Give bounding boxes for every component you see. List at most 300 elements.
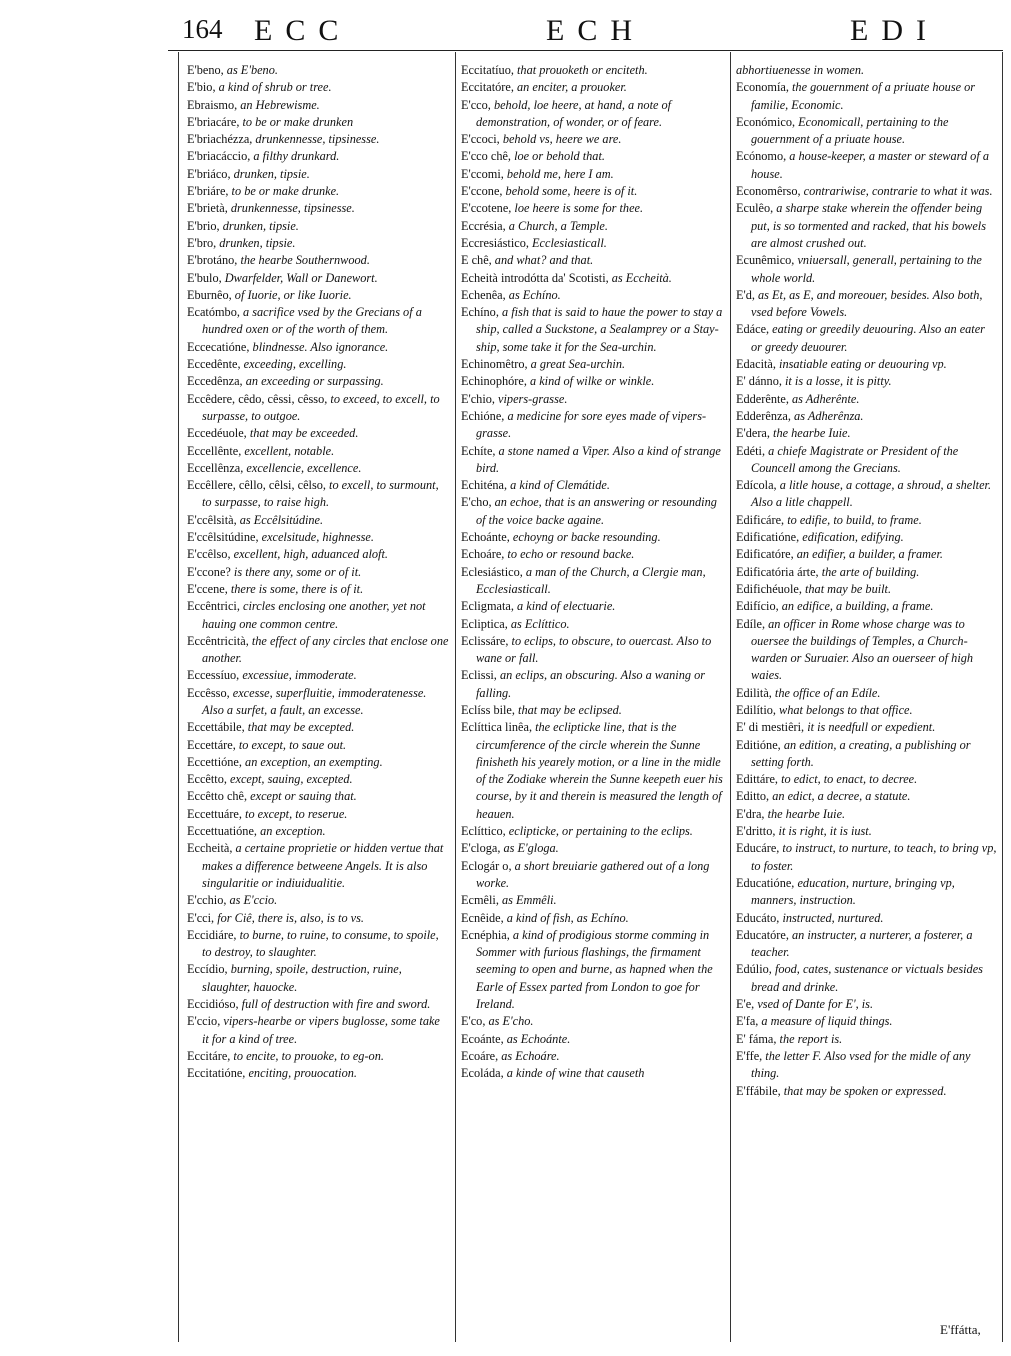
entry-definition: a kinde of wine that causeth bbox=[503, 1066, 645, 1081]
dictionary-entry bbox=[187, 685, 449, 720]
entry-definition: the office of an Edíle. bbox=[771, 685, 881, 700]
dictionary-entry bbox=[187, 62, 449, 79]
entry-headword: Eccêntrici, bbox=[187, 599, 240, 614]
entry-headword: Echíno, bbox=[461, 305, 499, 320]
entry-headword: E'ccomi, bbox=[461, 166, 504, 181]
entry-headword: Echeità introdótta da' Scotisti, bbox=[461, 270, 609, 285]
entry-headword: E'ccio, bbox=[187, 1014, 221, 1029]
entry-headword: Educatóre, bbox=[736, 927, 789, 942]
entry-headword: E'cco, bbox=[461, 97, 491, 112]
entry-definition: full of destruction with fire and sword. bbox=[238, 997, 431, 1012]
entry-headword: E'cci, bbox=[187, 910, 215, 925]
dictionary-entry bbox=[187, 166, 449, 183]
dictionary-entry bbox=[461, 443, 723, 478]
catchword: E'ffátta, bbox=[940, 1322, 981, 1337]
dictionary-entry bbox=[461, 529, 723, 546]
dictionary-entry bbox=[461, 235, 723, 252]
entry-headword: Eccresiástico, bbox=[461, 235, 529, 250]
dictionary-entry bbox=[187, 114, 449, 131]
entry-definition: a sharpe stake wherein the offender being put, is so tormented and racked, that his bowels are almost crushed out. bbox=[751, 201, 986, 250]
entry-definition: food, cates, sustenance or victuals besides bread and drinke. bbox=[751, 962, 983, 994]
entry-definition: circles enclosing one another, yet not hauing one common centre. bbox=[202, 599, 426, 631]
entry-headword: E'co, bbox=[461, 1014, 486, 1029]
entry-definition: an instructer, a nurterer, a fosterer, a teacher. bbox=[751, 927, 973, 960]
entry-definition: a Church, a Temple. bbox=[505, 218, 608, 233]
dictionary-entry bbox=[187, 477, 449, 512]
entry-headword: Eccellênza, bbox=[187, 460, 244, 475]
entry-headword: Edacità, bbox=[736, 357, 776, 372]
dictionary-entry bbox=[461, 927, 723, 1013]
dictionary-entry bbox=[187, 1065, 449, 1082]
dictionary-entry bbox=[736, 581, 998, 598]
entry-definition: a stone named a Viper. Also a kind of strange bird. bbox=[476, 443, 721, 475]
entry-headword: Ecmêli, bbox=[461, 893, 499, 908]
entry-definition: a great Sea-urchin. bbox=[527, 357, 626, 372]
guide-word-center: ECH bbox=[546, 14, 645, 47]
entry-definition: as Et, as E, and moreouer, besides. Also both, vsed before Vowels. bbox=[751, 287, 983, 320]
entry-headword: Ecunêmico, bbox=[736, 253, 795, 268]
entry-headword: Eccettáre, bbox=[187, 737, 236, 752]
entry-definition: a medicine for sore eyes made of vipers-grasse. bbox=[476, 408, 707, 441]
entry-definition: to be or make drunke. bbox=[228, 184, 340, 199]
entry-headword: Eccêsso, bbox=[187, 685, 230, 700]
column-rule bbox=[178, 52, 179, 1342]
dictionary-entry bbox=[461, 477, 723, 494]
dictionary-entry bbox=[736, 200, 998, 252]
dictionary-entry bbox=[461, 62, 723, 79]
entry-headword: Eccitáre, bbox=[187, 1048, 231, 1063]
entry-definition: there is some, there is of it. bbox=[227, 581, 364, 596]
entry-definition: a short breuiarie gathered out of a long worke. bbox=[476, 858, 710, 890]
entry-definition: of Iuorie, or like Iuorie. bbox=[231, 287, 352, 302]
dictionary-entry bbox=[736, 79, 998, 114]
entry-headword: Edificatória árte, bbox=[736, 564, 819, 579]
entry-definition: as E'gloga. bbox=[500, 841, 559, 856]
entry-definition: an edifier, a builder, a framer. bbox=[793, 547, 943, 562]
entry-definition: excellent, notable. bbox=[241, 443, 335, 458]
dictionary-entry bbox=[187, 598, 449, 633]
dictionary-entry bbox=[736, 771, 998, 788]
dictionary-entry bbox=[736, 685, 998, 702]
entry-definition: a house-keeper, a master or steward of a house. bbox=[751, 149, 989, 181]
entry-definition: behold, loe heere, at hand, a note of demonstration, of wonder, or of feare. bbox=[476, 97, 672, 129]
entry-definition: vniuersall, generall, pertaining to the whole world. bbox=[751, 253, 982, 285]
dictionary-entry bbox=[461, 356, 723, 373]
entry-definition: as Eclíttico. bbox=[507, 616, 570, 631]
entry-definition: except or sauing that. bbox=[247, 789, 357, 804]
dictionary-entry bbox=[187, 97, 449, 114]
dictionary-entry bbox=[736, 529, 998, 546]
entry-definition: to edifie, to build, to frame. bbox=[784, 512, 922, 527]
entry-definition: as Echoánte. bbox=[503, 1031, 571, 1046]
entry-definition: an edict, a decree, a statute. bbox=[769, 789, 911, 804]
entry-definition: an edifice, a building, a frame. bbox=[778, 599, 934, 614]
entry-headword: Eclíss bile, bbox=[461, 702, 515, 717]
entry-headword: Eccidiáre, bbox=[187, 927, 237, 942]
page-number: 164 bbox=[182, 14, 223, 44]
entry-headword: Económico, bbox=[736, 114, 796, 129]
dictionary-entry bbox=[461, 719, 723, 823]
entry-definition: that may be excepted. bbox=[244, 720, 355, 735]
entry-definition: as Adherênte. bbox=[788, 391, 860, 406]
entry-headword: Eccettábile, bbox=[187, 720, 245, 735]
entry-headword: Editióne, bbox=[736, 737, 781, 752]
dictionary-entry bbox=[187, 667, 449, 684]
dictionary-entry bbox=[187, 806, 449, 823]
entry-headword: E'ccotene, bbox=[461, 201, 512, 216]
entry-headword: E'brotáno, bbox=[187, 253, 238, 268]
dictionary-entry bbox=[736, 546, 998, 563]
entry-definition: an Hebrewisme. bbox=[237, 97, 320, 112]
dictionary-entry bbox=[187, 823, 449, 840]
entry-definition: excesse, superfluitie, immoderatenesse. Also a surfet, a fault, an excesse. bbox=[202, 685, 427, 717]
entry-definition: enciting, prouocation. bbox=[245, 1066, 357, 1081]
entry-headword: Echióne, bbox=[461, 408, 505, 423]
entry-definition: as E'cho. bbox=[485, 1014, 534, 1029]
header-rule bbox=[168, 50, 1003, 51]
entry-headword: Eccêntricità, bbox=[187, 633, 249, 648]
entry-definition: a chiefe Magistrate or President of the Councell among the Grecians. bbox=[751, 443, 959, 475]
entry-headword: Echenêa, bbox=[461, 287, 506, 302]
dictionary-entry bbox=[187, 1048, 449, 1065]
entry-definition: to be or make drunken bbox=[239, 114, 354, 129]
entry-definition: behold vs, heere we are. bbox=[499, 132, 622, 147]
entry-headword: Educáto, bbox=[736, 910, 780, 925]
entry-definition: an enciter, a prouoker. bbox=[513, 80, 627, 95]
entry-definition: the report is. bbox=[776, 1031, 843, 1046]
dictionary-entry bbox=[736, 512, 998, 529]
dictionary-entry bbox=[736, 598, 998, 615]
entry-definition: a litle house, a cottage, a shroud, a shelter. Also a litle chappell. bbox=[751, 478, 992, 510]
entry-headword: E'chio, bbox=[461, 391, 495, 406]
dictionary-entry bbox=[461, 408, 723, 443]
entry-definition: the letter F. Also vsed for the midle of any thing. bbox=[751, 1048, 971, 1081]
entry-definition: behold me, here I am. bbox=[503, 166, 614, 181]
entry-headword: E'cho, bbox=[461, 495, 492, 510]
entry-headword: E'ccene, bbox=[187, 581, 228, 596]
entry-headword: E'dritto, bbox=[736, 824, 776, 839]
dictionary-entry bbox=[461, 79, 723, 96]
entry-definition: behold some, heere is of it. bbox=[502, 184, 638, 199]
entry-definition: excessiue, immoderate. bbox=[239, 668, 357, 683]
entry-definition: to excell, to surmount, to surpasse, to raise high. bbox=[202, 478, 439, 510]
entry-headword: E'briacáre, bbox=[187, 114, 240, 129]
dictionary-entry bbox=[461, 564, 723, 599]
dictionary-entry bbox=[736, 252, 998, 287]
entry-headword: Eccedênte, bbox=[187, 357, 241, 372]
dictionary-entry bbox=[461, 131, 723, 148]
dictionary-entry bbox=[187, 529, 449, 546]
dictionary-entry bbox=[461, 218, 723, 235]
dictionary-entry bbox=[461, 287, 723, 304]
dictionary-entry bbox=[461, 270, 723, 287]
entry-headword: Ecnêide, bbox=[461, 910, 504, 925]
dictionary-entry bbox=[736, 62, 998, 79]
entry-headword: Ecnéphia, bbox=[461, 927, 510, 942]
dictionary-entry bbox=[187, 460, 449, 477]
dictionary-entry bbox=[187, 391, 449, 426]
entry-definition: to edict, to enact, to decree. bbox=[778, 772, 918, 787]
entry-definition: the gouernment of a priuate house or familie, Economic. bbox=[751, 80, 976, 112]
entry-headword: Edíle, bbox=[736, 616, 766, 631]
entry-headword: Eccêllere, cêllo, cêlsi, cêlso, bbox=[187, 478, 326, 493]
dictionary-entry bbox=[461, 823, 723, 840]
entry-definition: exceeding, excelling. bbox=[240, 357, 347, 372]
entry-definition: an echoe, that is an answering or resounding of the voice backe againe. bbox=[476, 495, 717, 527]
entry-headword: Editto, bbox=[736, 789, 770, 804]
dictionary-entry bbox=[736, 1083, 998, 1100]
entry-headword: Educatióne, bbox=[736, 875, 795, 890]
dictionary-entry bbox=[187, 148, 449, 165]
dictionary-entry bbox=[461, 667, 723, 702]
entry-headword: Edificatóre, bbox=[736, 547, 794, 562]
dictionary-entry bbox=[736, 823, 998, 840]
dictionary-entry bbox=[461, 598, 723, 615]
entry-column-3 bbox=[736, 62, 998, 1100]
entry-definition: Ecclesiasticall. bbox=[528, 235, 607, 250]
entry-headword: Eccêdere, cêdo, cêssi, cêsso, bbox=[187, 391, 328, 406]
entry-definition: eating or greedily deuouring. Also an eater or greedy deuourer. bbox=[751, 322, 985, 354]
dictionary-entry bbox=[736, 477, 998, 512]
entry-definition: instructed, nurtured. bbox=[779, 910, 884, 925]
entry-headword: Edéti, bbox=[736, 443, 766, 458]
entry-definition: as Echíno. bbox=[505, 287, 561, 302]
dictionary-entry bbox=[736, 910, 998, 927]
dictionary-entry bbox=[461, 633, 723, 668]
entry-headword: Ecatómbo, bbox=[187, 305, 240, 320]
entry-definition: vipers-hearbe or vipers buglosse, some take it for a kind of tree. bbox=[202, 1014, 440, 1046]
entry-definition: the arte of building. bbox=[818, 564, 920, 579]
dictionary-entry bbox=[187, 235, 449, 252]
guide-word-right: EDI bbox=[850, 14, 939, 47]
entry-definition: as E'ccio. bbox=[226, 893, 278, 908]
entry-definition: drunken, tipsie. bbox=[216, 235, 296, 250]
entry-headword: Eburnêo, bbox=[187, 287, 232, 302]
entry-definition: as Echoáre. bbox=[498, 1048, 560, 1063]
entry-headword: Eccedênza, bbox=[187, 374, 243, 389]
entry-definition: for Ciê, there is, also, is to vs. bbox=[214, 910, 364, 925]
dictionary-entry bbox=[461, 616, 723, 633]
dictionary-entry bbox=[187, 373, 449, 390]
entry-definition: burning, spoile, destruction, ruine, slaughter, hauocke. bbox=[202, 962, 402, 994]
entry-definition: to exceed, to excell, to surpasse, to outgoe. bbox=[202, 391, 440, 423]
entry-definition: and what? and that. bbox=[491, 253, 594, 268]
dictionary-entry bbox=[187, 356, 449, 373]
entry-definition: it is needfull or expedient. bbox=[804, 720, 936, 735]
entry-headword: Eccettióne, bbox=[187, 754, 242, 769]
entry-definition: a kind of wilke or winkle. bbox=[526, 374, 655, 389]
entry-column-2 bbox=[461, 62, 723, 1083]
dictionary-entry bbox=[736, 840, 998, 875]
dictionary-entry bbox=[736, 443, 998, 478]
dictionary-entry bbox=[187, 996, 449, 1013]
dictionary-entry bbox=[736, 148, 998, 183]
entry-definition: vipers-grasse. bbox=[494, 391, 568, 406]
entry-headword: E'briáco, bbox=[187, 166, 231, 181]
entry-headword: Echinomêtro, bbox=[461, 357, 528, 372]
entry-definition: insatiable eating or deuouring vp. bbox=[775, 357, 947, 372]
entry-headword: Educáre, bbox=[736, 841, 780, 856]
entry-definition: drunken, tipsie. bbox=[219, 218, 299, 233]
entry-definition: as E'beno. bbox=[223, 63, 278, 77]
entry-headword: Edúlio, bbox=[736, 962, 772, 977]
dictionary-entry bbox=[736, 114, 998, 149]
entry-headword: Eclogár o, bbox=[461, 858, 512, 873]
entry-headword: Eccettuáre, bbox=[187, 806, 242, 821]
dictionary-entry bbox=[187, 961, 449, 996]
entry-definition: to encite, to prouoke, to eg-on. bbox=[230, 1048, 384, 1063]
entry-headword: E'briacáccio, bbox=[187, 149, 251, 164]
entry-definition: that may be built. bbox=[801, 581, 892, 596]
dictionary-entry bbox=[461, 97, 723, 132]
entry-definition: except, sauing, excepted. bbox=[226, 772, 353, 787]
dictionary-entry bbox=[736, 702, 998, 719]
dictionary-entry bbox=[187, 788, 449, 805]
entry-definition: a sacrifice vsed by the Grecians of a hundred oxen or of the worth of them. bbox=[202, 305, 422, 337]
entry-definition: contrariwise, contrarie to what it was. bbox=[800, 184, 993, 199]
entry-definition: an officer in Rome whose charge was to ouersee the buildings of Temples, a Church-warden or Suruaier. Also an ouerseer of high waies. bbox=[751, 616, 974, 683]
entry-column-1 bbox=[187, 62, 449, 1083]
dictionary-entry bbox=[736, 391, 998, 408]
entry-headword: E'ccêlsità, bbox=[187, 512, 237, 527]
dictionary-entry bbox=[461, 183, 723, 200]
entry-headword: E'e, bbox=[736, 997, 755, 1012]
entry-headword: E'ccêlsitúdine, bbox=[187, 530, 259, 545]
entry-headword: E'ffábile, bbox=[736, 1083, 781, 1098]
entry-headword: Edilítio, bbox=[736, 702, 776, 717]
column-rule bbox=[455, 52, 456, 1342]
dictionary-entry bbox=[461, 910, 723, 927]
entry-definition: a certaine proprietie or hidden vertue that makes a difference betweene Angels. It is also singularitie or indiuidualitie. bbox=[202, 841, 444, 890]
dictionary-entry bbox=[736, 564, 998, 581]
entry-definition: to eclips, to obscure, to ouercast. Also to wane or fall. bbox=[476, 633, 712, 666]
dictionary-entry bbox=[736, 875, 998, 910]
entry-definition: a measure of liquid things. bbox=[758, 1014, 893, 1029]
entry-headword: Eccellênte, bbox=[187, 443, 242, 458]
dictionary-entry bbox=[736, 996, 998, 1013]
entry-headword: Edittáre, bbox=[736, 772, 778, 787]
entry-headword: Eccettuatióne, bbox=[187, 824, 257, 839]
entry-headword: Eccêtto, bbox=[187, 772, 227, 787]
entry-headword: Edificáre, bbox=[736, 512, 785, 527]
entry-definition: as Emmêli. bbox=[498, 893, 557, 908]
entry-headword: E'beno, bbox=[187, 63, 224, 77]
entry-headword: Ecoáre, bbox=[461, 1048, 499, 1063]
dictionary-entry bbox=[187, 771, 449, 788]
dictionary-entry bbox=[461, 1013, 723, 1030]
entry-headword: Edilità, bbox=[736, 685, 772, 700]
dictionary-entry bbox=[461, 200, 723, 217]
entry-definition: abhortiuenesse in women. bbox=[736, 63, 865, 77]
entry-headword: Echoáre, bbox=[461, 547, 505, 562]
entry-headword: Ecoánte, bbox=[461, 1031, 504, 1046]
dictionary-entry bbox=[187, 304, 449, 339]
entry-headword: Eclíttico, bbox=[461, 824, 506, 839]
entry-headword: Eccidióso, bbox=[187, 997, 239, 1012]
entry-definition: edification, edifying. bbox=[799, 530, 904, 545]
dictionary-entry bbox=[187, 252, 449, 269]
entry-headword: Eccitatóre, bbox=[461, 80, 514, 95]
entry-definition: that may be exceeded. bbox=[246, 426, 359, 441]
entry-headword: E'dra, bbox=[736, 806, 765, 821]
entry-headword: Eclesiástico, bbox=[461, 564, 523, 579]
dictionary-entry bbox=[736, 737, 998, 772]
dictionary-entry bbox=[736, 183, 998, 200]
dictionary-entry bbox=[461, 166, 723, 183]
entry-definition: excellent, high, aduanced aloft. bbox=[230, 547, 388, 562]
entry-headword: Echiténa, bbox=[461, 478, 508, 493]
entry-definition: the hearbe Iuie. bbox=[764, 806, 846, 821]
dictionary-entry bbox=[187, 287, 449, 304]
entry-headword: E'ccêlso, bbox=[187, 547, 231, 562]
entry-definition: an edition, a creating, a publishing or setting forth. bbox=[751, 737, 971, 769]
entry-definition: excellencie, excellence. bbox=[243, 460, 362, 475]
dictionary-entry bbox=[461, 702, 723, 719]
entry-headword: E'fa, bbox=[736, 1014, 759, 1029]
dictionary-entry bbox=[461, 391, 723, 408]
dictionary-entry bbox=[461, 494, 723, 529]
entry-definition: to except, to saue out. bbox=[235, 737, 347, 752]
entry-headword: Economêrso, bbox=[736, 184, 801, 199]
entry-definition: education, nurture, bringing vp, manners, instruction. bbox=[751, 875, 955, 908]
entry-headword: E'ccone? bbox=[187, 564, 231, 579]
dictionary-entry bbox=[736, 408, 998, 425]
entry-headword: Eccídio, bbox=[187, 962, 228, 977]
entry-definition: a filthy drunkard. bbox=[250, 149, 340, 164]
entry-headword: Ecónomo, bbox=[736, 149, 787, 164]
entry-definition: a kind of prodigious storme comming in Sommer with furious flashings, the firmament seeming to open and burne, as hapned when the Earle of Essex parted from London to goe for Ireland. bbox=[476, 927, 713, 1012]
entry-headword: Economía, bbox=[736, 80, 789, 95]
entry-definition: to echo or resound backe. bbox=[504, 547, 635, 562]
entry-headword: E'cchio, bbox=[187, 893, 227, 908]
entry-definition: drunken, tipsie. bbox=[230, 166, 310, 181]
dictionary-entry bbox=[187, 633, 449, 668]
dictionary-entry bbox=[187, 339, 449, 356]
dictionary-entry bbox=[736, 961, 998, 996]
entry-definition: as Eccheità. bbox=[608, 270, 672, 285]
dictionary-entry bbox=[187, 564, 449, 581]
dictionary-entry bbox=[736, 1048, 998, 1083]
dictionary-entry bbox=[736, 425, 998, 442]
entry-definition: that may be spoken or expressed. bbox=[780, 1083, 947, 1098]
entry-definition: blindnesse. Also ignorance. bbox=[249, 339, 389, 354]
entry-definition: a kind of electuarie. bbox=[513, 599, 616, 614]
dictionary-entry bbox=[187, 512, 449, 529]
dictionary-entry bbox=[187, 79, 449, 96]
dictionary-entry bbox=[187, 183, 449, 200]
dictionary-entry bbox=[736, 616, 998, 685]
entry-headword: Eccitatíuo, bbox=[461, 63, 514, 77]
entry-headword: Eclissáre, bbox=[461, 633, 509, 648]
entry-headword: E'briachézza, bbox=[187, 132, 253, 147]
entry-definition: an exceeding or surpassing. bbox=[242, 374, 384, 389]
entry-headword: Ebraismo, bbox=[187, 97, 238, 112]
dictionary-entry bbox=[461, 373, 723, 390]
dictionary-entry bbox=[736, 373, 998, 390]
entry-headword: E'dera, bbox=[736, 426, 770, 441]
dictionary-entry bbox=[187, 927, 449, 962]
dictionary-entry bbox=[187, 546, 449, 563]
entry-headword: E' dánno, bbox=[736, 374, 782, 389]
column-rule bbox=[730, 52, 731, 1342]
dictionary-entry bbox=[187, 840, 449, 892]
entry-headword: Eccedéuole, bbox=[187, 426, 247, 441]
dictionary-entry bbox=[461, 304, 723, 356]
entry-definition: it is a losse, it is pitty. bbox=[781, 374, 892, 389]
dictionary-entry bbox=[736, 1013, 998, 1030]
entry-headword: Edderênte, bbox=[736, 391, 789, 406]
entry-definition: the hearbe Southernwood. bbox=[237, 253, 370, 268]
